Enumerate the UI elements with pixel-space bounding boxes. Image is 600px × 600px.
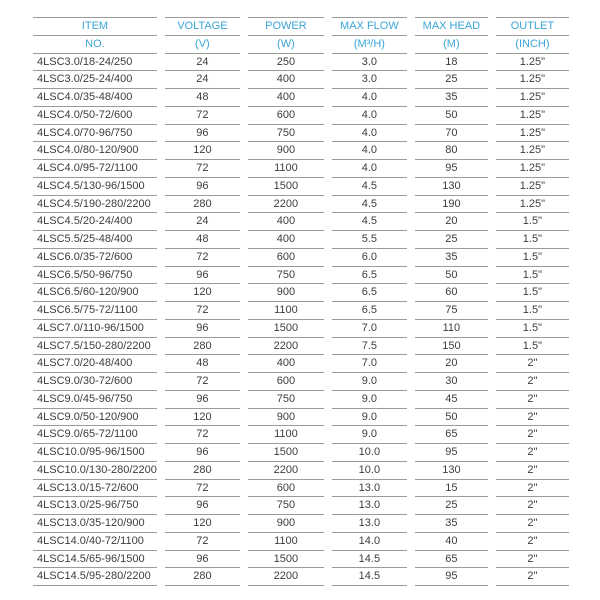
item-no-cell: 4LSC3.0/18-24/250	[33, 53, 157, 71]
voltage-cell: 72	[165, 301, 240, 319]
outlet-cell: 2"	[496, 425, 569, 443]
table-row	[33, 354, 569, 372]
power-cell: 1500	[248, 443, 324, 461]
voltage-cell: 120	[165, 141, 240, 159]
outlet-cell: 1.25"	[496, 53, 569, 71]
max-flow-cell: 6.5	[332, 283, 407, 301]
table-row	[33, 514, 569, 532]
power-cell: 400	[248, 88, 324, 106]
table-header	[33, 17, 569, 53]
max-head-cell: 70	[415, 124, 488, 142]
voltage-cell: 96	[165, 550, 240, 568]
voltage-cell: 48	[165, 88, 240, 106]
max-head-cell: 50	[415, 408, 488, 426]
max-flow-cell: 10.0	[332, 461, 407, 479]
max-head-cell: 110	[415, 319, 488, 337]
item-no-cell: 4LSC4.5/130-96/1500	[33, 177, 157, 195]
table-row	[33, 248, 569, 266]
item-no-cell: 4LSC13.0/25-96/750	[33, 496, 157, 514]
power-cell: 1500	[248, 550, 324, 568]
outlet-cell: 1.25"	[496, 70, 569, 88]
max-head-cell: 25	[415, 70, 488, 88]
outlet-cell: 1.5"	[496, 301, 569, 319]
power-cell: 400	[248, 230, 324, 248]
voltage-cell: 24	[165, 212, 240, 230]
item-no-cell: 4LSC9.0/50-120/900	[33, 408, 157, 426]
item-no-cell: 4LSC4.0/35-48/400	[33, 88, 157, 106]
outlet-cell: 1.5"	[496, 230, 569, 248]
item-no-cell: 4LSC7.5/150-280/2200	[33, 337, 157, 355]
power-cell: 750	[248, 124, 324, 142]
power-cell: 2200	[248, 461, 324, 479]
voltage-cell: 96	[165, 177, 240, 195]
item-no-cell: 4LSC9.0/65-72/1100	[33, 425, 157, 443]
outlet-cell: 1.25"	[496, 195, 569, 213]
max-flow-cell: 7.5	[332, 337, 407, 355]
header-row-units	[33, 35, 569, 53]
voltage-cell: 96	[165, 443, 240, 461]
table-row	[33, 443, 569, 461]
item-no-cell: 4LSC3.0/25-24/400	[33, 70, 157, 88]
table-row	[33, 567, 569, 586]
voltage-cell: 72	[165, 479, 240, 497]
max-head-cell: 95	[415, 443, 488, 461]
max-head-cell: 20	[415, 212, 488, 230]
table-row	[33, 319, 569, 337]
power-cell: 2200	[248, 567, 324, 586]
power-cell: 1500	[248, 177, 324, 195]
voltage-cell: 120	[165, 514, 240, 532]
power-cell: 900	[248, 141, 324, 159]
voltage-cell: 280	[165, 195, 240, 213]
item-no-cell: 4LSC9.0/45-96/750	[33, 390, 157, 408]
voltage-cell: 120	[165, 283, 240, 301]
power-cell: 1100	[248, 159, 324, 177]
outlet-cell: 1.5"	[496, 337, 569, 355]
power-cell: 2200	[248, 337, 324, 355]
max-flow-cell: 3.0	[332, 53, 407, 71]
col-header-power: POWER	[248, 17, 324, 35]
max-head-cell: 20	[415, 354, 488, 372]
item-no-cell: 4LSC14.0/40-72/1100	[33, 532, 157, 550]
max-head-cell: 190	[415, 195, 488, 213]
table-row	[33, 124, 569, 142]
power-cell: 2200	[248, 195, 324, 213]
table-row	[33, 230, 569, 248]
outlet-cell: 1.25"	[496, 141, 569, 159]
power-cell: 900	[248, 408, 324, 426]
outlet-cell: 2"	[496, 354, 569, 372]
table-row	[33, 53, 569, 71]
table-row	[33, 159, 569, 177]
outlet-cell: 2"	[496, 461, 569, 479]
max-flow-cell: 13.0	[332, 514, 407, 532]
item-no-cell: 4LSC6.0/35-72/600	[33, 248, 157, 266]
outlet-cell: 1.5"	[496, 319, 569, 337]
outlet-cell: 2"	[496, 390, 569, 408]
power-cell: 600	[248, 248, 324, 266]
col-unit-power: (W)	[248, 35, 324, 53]
max-head-cell: 50	[415, 266, 488, 284]
col-unit-outlet: (INCH)	[496, 35, 569, 53]
voltage-cell: 280	[165, 337, 240, 355]
power-cell: 1500	[248, 319, 324, 337]
voltage-cell: 72	[165, 425, 240, 443]
power-cell: 1100	[248, 425, 324, 443]
max-flow-cell: 14.5	[332, 567, 407, 586]
max-head-cell: 25	[415, 496, 488, 514]
max-flow-cell: 13.0	[332, 496, 407, 514]
max-flow-cell: 4.0	[332, 141, 407, 159]
max-flow-cell: 4.0	[332, 88, 407, 106]
voltage-cell: 72	[165, 159, 240, 177]
max-flow-cell: 7.0	[332, 354, 407, 372]
max-flow-cell: 4.0	[332, 106, 407, 124]
voltage-cell: 96	[165, 496, 240, 514]
item-no-cell: 4LSC6.5/60-120/900	[33, 283, 157, 301]
max-head-cell: 18	[415, 53, 488, 71]
max-flow-cell: 13.0	[332, 479, 407, 497]
item-no-cell: 4LSC6.5/50-96/750	[33, 266, 157, 284]
outlet-cell: 2"	[496, 443, 569, 461]
max-head-cell: 45	[415, 390, 488, 408]
power-cell: 750	[248, 266, 324, 284]
voltage-cell: 72	[165, 248, 240, 266]
outlet-cell: 1.25"	[496, 177, 569, 195]
voltage-cell: 120	[165, 408, 240, 426]
col-unit-max-flow: (M³/H)	[332, 35, 407, 53]
table-row	[33, 283, 569, 301]
max-flow-cell: 9.0	[332, 372, 407, 390]
outlet-cell: 2"	[496, 550, 569, 568]
table-row	[33, 425, 569, 443]
table-row	[33, 337, 569, 355]
max-head-cell: 75	[415, 301, 488, 319]
outlet-cell: 2"	[496, 514, 569, 532]
outlet-cell: 2"	[496, 408, 569, 426]
item-no-cell: 4LSC7.0/110-96/1500	[33, 319, 157, 337]
voltage-cell: 96	[165, 124, 240, 142]
item-no-cell: 4LSC10.0/130-280/2200	[33, 461, 157, 479]
item-no-cell: 4LSC7.0/20-48/400	[33, 354, 157, 372]
voltage-cell: 96	[165, 390, 240, 408]
item-no-cell: 4LSC14.5/65-96/1500	[33, 550, 157, 568]
max-flow-cell: 6.5	[332, 266, 407, 284]
item-no-cell: 4LSC5.5/25-48/400	[33, 230, 157, 248]
voltage-cell: 96	[165, 266, 240, 284]
outlet-cell: 2"	[496, 372, 569, 390]
power-cell: 1100	[248, 532, 324, 550]
item-no-cell: 4LSC13.0/35-120/900	[33, 514, 157, 532]
outlet-cell: 2"	[496, 479, 569, 497]
power-cell: 600	[248, 106, 324, 124]
item-no-cell: 4LSC4.0/95-72/1100	[33, 159, 157, 177]
item-no-cell: 4LSC4.0/70-96/750	[33, 124, 157, 142]
table-row	[33, 301, 569, 319]
item-no-cell: 4LSC4.5/20-24/400	[33, 212, 157, 230]
table-row	[33, 408, 569, 426]
max-head-cell: 30	[415, 372, 488, 390]
voltage-cell: 48	[165, 230, 240, 248]
item-no-cell: 4LSC4.0/80-120/900	[33, 141, 157, 159]
item-no-cell: 4LSC6.5/75-72/1100	[33, 301, 157, 319]
max-flow-cell: 4.0	[332, 124, 407, 142]
max-head-cell: 35	[415, 514, 488, 532]
max-head-cell: 40	[415, 532, 488, 550]
col-header-voltage: VOLTAGE	[165, 17, 240, 35]
max-flow-cell: 14.5	[332, 550, 407, 568]
outlet-cell: 2"	[496, 532, 569, 550]
table-row	[33, 70, 569, 88]
item-no-cell: 4LSC13.0/15-72/600	[33, 479, 157, 497]
item-no-cell: 4LSC9.0/30-72/600	[33, 372, 157, 390]
item-no-cell: 4LSC4.5/190-280/2200	[33, 195, 157, 213]
max-head-cell: 35	[415, 88, 488, 106]
table-row	[33, 212, 569, 230]
max-flow-cell: 14.0	[332, 532, 407, 550]
col-header-max-head: MAX HEAD	[415, 17, 488, 35]
max-head-cell: 95	[415, 159, 488, 177]
max-flow-cell: 6.5	[332, 301, 407, 319]
max-flow-cell: 9.0	[332, 408, 407, 426]
col-header-max-flow: MAX FLOW	[332, 17, 407, 35]
power-cell: 600	[248, 479, 324, 497]
col-unit-max-head: (M)	[415, 35, 488, 53]
max-flow-cell: 9.0	[332, 390, 407, 408]
max-flow-cell: 9.0	[332, 425, 407, 443]
col-header-outlet: OUTLET	[496, 17, 569, 35]
item-no-cell: 4LSC14.5/95-280/2200	[33, 567, 157, 586]
table-row	[33, 496, 569, 514]
max-head-cell: 65	[415, 550, 488, 568]
max-flow-cell: 4.0	[332, 159, 407, 177]
outlet-cell: 2"	[496, 567, 569, 586]
table-row	[33, 550, 569, 568]
voltage-cell: 24	[165, 53, 240, 71]
max-flow-cell: 4.5	[332, 212, 407, 230]
table-row	[33, 88, 569, 106]
col-unit-voltage: (V)	[165, 35, 240, 53]
table-row	[33, 195, 569, 213]
voltage-cell: 72	[165, 372, 240, 390]
max-flow-cell: 7.0	[332, 319, 407, 337]
voltage-cell: 280	[165, 461, 240, 479]
table-row	[33, 372, 569, 390]
table-row	[33, 461, 569, 479]
outlet-cell: 1.25"	[496, 106, 569, 124]
item-no-cell: 4LSC4.0/50-72/600	[33, 106, 157, 124]
table-row	[33, 479, 569, 497]
outlet-cell: 1.5"	[496, 212, 569, 230]
power-cell: 900	[248, 283, 324, 301]
power-cell: 400	[248, 70, 324, 88]
voltage-cell: 280	[165, 567, 240, 586]
outlet-cell: 1.5"	[496, 248, 569, 266]
pump-spec-table	[25, 17, 577, 586]
max-flow-cell: 3.0	[332, 70, 407, 88]
outlet-cell: 1.25"	[496, 159, 569, 177]
power-cell: 400	[248, 354, 324, 372]
voltage-cell: 72	[165, 532, 240, 550]
max-head-cell: 60	[415, 283, 488, 301]
table-row	[33, 532, 569, 550]
max-head-cell: 15	[415, 479, 488, 497]
max-flow-cell: 5.5	[332, 230, 407, 248]
max-head-cell: 130	[415, 461, 488, 479]
col-unit-item: NO.	[33, 35, 157, 53]
table-body	[33, 53, 569, 587]
max-head-cell: 95	[415, 567, 488, 586]
power-cell: 400	[248, 212, 324, 230]
max-head-cell: 65	[415, 425, 488, 443]
max-head-cell: 25	[415, 230, 488, 248]
voltage-cell: 72	[165, 106, 240, 124]
table-row	[33, 266, 569, 284]
power-cell: 750	[248, 390, 324, 408]
outlet-cell: 1.5"	[496, 266, 569, 284]
table-row	[33, 177, 569, 195]
voltage-cell: 48	[165, 354, 240, 372]
max-flow-cell: 6.0	[332, 248, 407, 266]
power-cell: 250	[248, 53, 324, 71]
voltage-cell: 96	[165, 319, 240, 337]
max-head-cell: 150	[415, 337, 488, 355]
table-row	[33, 141, 569, 159]
max-flow-cell: 4.5	[332, 195, 407, 213]
voltage-cell: 24	[165, 70, 240, 88]
power-cell: 1100	[248, 301, 324, 319]
pump-spec-table-container	[25, 17, 577, 586]
max-head-cell: 80	[415, 141, 488, 159]
max-head-cell: 50	[415, 106, 488, 124]
outlet-cell: 1.25"	[496, 88, 569, 106]
table-row	[33, 106, 569, 124]
max-head-cell: 130	[415, 177, 488, 195]
col-header-item: ITEM	[33, 17, 157, 35]
outlet-cell: 1.5"	[496, 283, 569, 301]
header-row-labels	[33, 17, 569, 35]
power-cell: 750	[248, 496, 324, 514]
max-head-cell: 35	[415, 248, 488, 266]
outlet-cell: 2"	[496, 496, 569, 514]
power-cell: 900	[248, 514, 324, 532]
max-flow-cell: 4.5	[332, 177, 407, 195]
power-cell: 600	[248, 372, 324, 390]
max-flow-cell: 10.0	[332, 443, 407, 461]
item-no-cell: 4LSC10.0/95-96/1500	[33, 443, 157, 461]
table-row	[33, 390, 569, 408]
outlet-cell: 1.25"	[496, 124, 569, 142]
